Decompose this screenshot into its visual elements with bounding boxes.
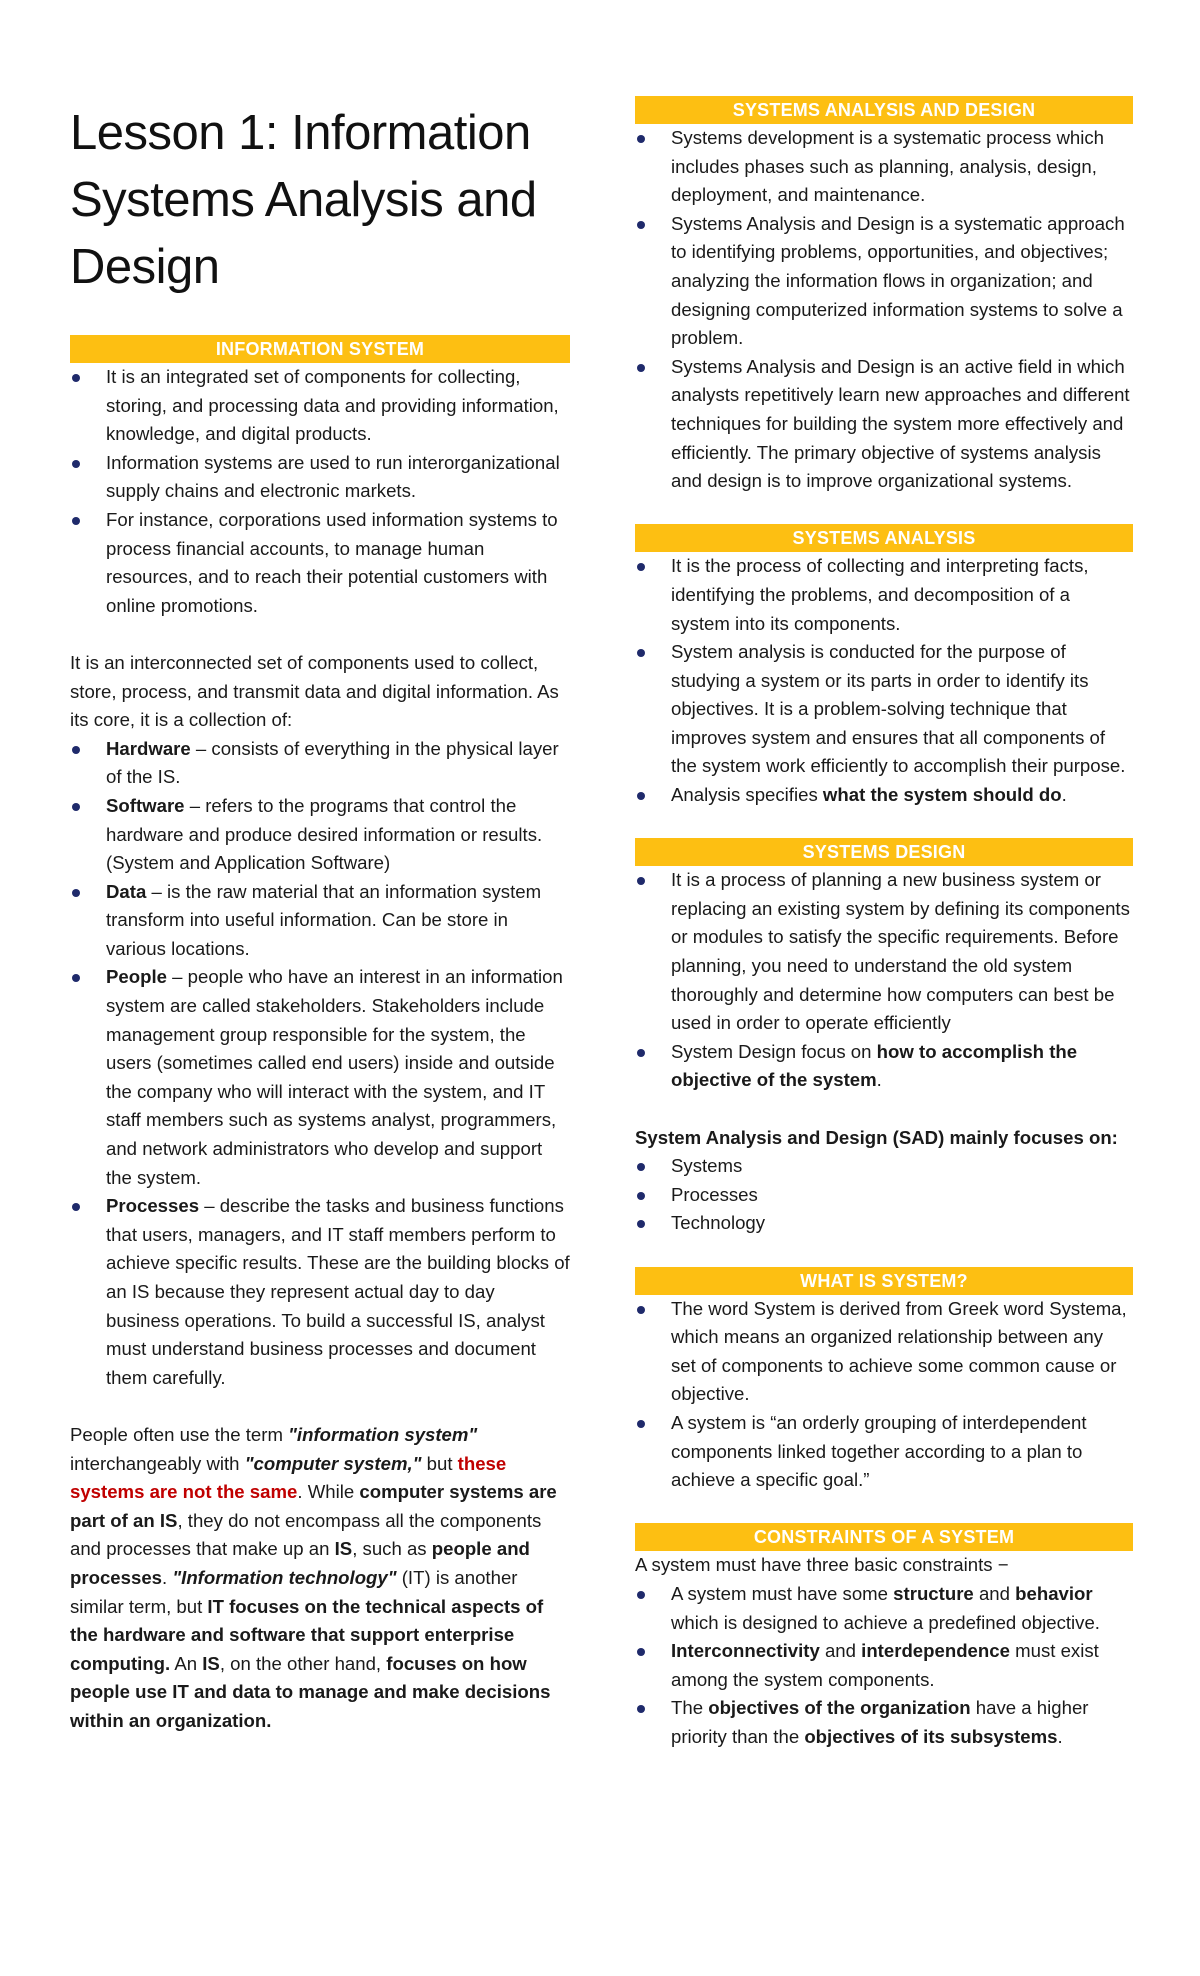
list-item-text: It is a process of planning a new business system or replacing an existing system by defining its components or modules to satisfy the specific requirements. Before planning, you need to understand the old system thoroughly and determine how computers can best be used in order to operate efficiently — [671, 869, 1130, 1034]
text-run: computer systems are part of an IS — [70, 1481, 557, 1531]
bullet-icon — [637, 221, 645, 229]
list-item — [635, 866, 1133, 1038]
bullet-icon — [637, 877, 645, 885]
list-item — [635, 1295, 1133, 1409]
text-run: objectives of its subsystems — [804, 1725, 1058, 1747]
bullet-icon — [637, 563, 645, 571]
list-item-text: Technology — [671, 1212, 766, 1234]
intro-paragraph: It is an interconnected set of components used to collect, store, process, and transmit data and digital information. As its core, it is a collection of: — [70, 651, 559, 731]
bullet-icon — [72, 889, 80, 897]
section-header-sad: SYSTEMS ANALYSIS AND DESIGN — [635, 96, 1133, 124]
list-item — [70, 363, 570, 449]
component-desc: – people who have an interest in an information system are called stakeholders. Stakeholders include management group responsible for the system, the users (sometimes called end users) inside and outside the company who will interact with the system, and IT staff members such as systems analyst, programmers, and network administrators who develop and support the system. — [106, 966, 563, 1188]
list-item-text: It is the process of collecting and interpreting facts, identifying the problems, and decomposition of a system into its components. — [671, 555, 1089, 634]
section-header-what-is-system: WHAT IS SYSTEM? — [635, 1267, 1133, 1295]
list-item — [635, 1694, 1133, 1751]
components-list — [70, 735, 570, 1393]
list-item — [635, 1038, 1133, 1095]
text-run: The — [671, 1697, 709, 1719]
bullet-icon — [72, 460, 80, 468]
text-run: and — [819, 1640, 862, 1662]
text-run: People often use the term — [70, 1423, 289, 1445]
list-item — [70, 735, 570, 792]
list-item — [70, 449, 570, 506]
component-desc: – is the raw material that an information system transform into useful information. Can be store in various locations. — [106, 880, 542, 959]
text-run: people and processes — [70, 1538, 530, 1588]
page-title — [70, 100, 570, 301]
section-header-information-system: INFORMATION SYSTEM — [70, 335, 570, 363]
title-rest: Information Systems Analysis and Design — [70, 106, 537, 294]
text-run: . — [1057, 1725, 1063, 1747]
list-item — [70, 792, 570, 878]
bullet-icon — [637, 1591, 645, 1599]
text-run: Analysis specifies — [671, 784, 823, 806]
bullet-icon — [637, 1420, 645, 1428]
list-item — [635, 210, 1133, 353]
text-run: "Information technology" — [172, 1566, 397, 1588]
bullet-icon — [72, 746, 80, 754]
bullet-icon — [72, 1203, 80, 1211]
component-desc: – consists of everything in the physical layer of the IS. — [106, 737, 559, 788]
list-item-text: Systems development is a systematic process which includes phases such as planning, analysis, design, deployment, and maintenance. — [671, 127, 1104, 206]
sad-focus-list — [635, 1152, 1133, 1238]
text-run: Interconnectivity — [671, 1640, 820, 1662]
bullet-icon — [637, 1220, 645, 1228]
text-run: focuses on how people use IT and data to manage and make decisions within an organization. — [70, 1652, 551, 1731]
component-term: Hardware — [106, 737, 191, 759]
list-item — [635, 1409, 1133, 1495]
text-run: objectives of the organization — [708, 1697, 971, 1719]
list-item — [70, 506, 570, 620]
text-run: , on the other hand, — [219, 1652, 387, 1674]
component-term: Data — [106, 880, 147, 902]
list-item-text: It is an integrated set of components for collecting, storing, and processing data and providing information, knowledge, and digital products. — [106, 366, 559, 445]
list-item — [635, 1209, 1133, 1238]
left-column — [70, 100, 570, 1736]
bullet-icon — [637, 649, 645, 657]
text-run: "computer system," — [244, 1452, 422, 1474]
bullet-icon — [637, 1192, 645, 1200]
text-run: and — [973, 1582, 1016, 1604]
component-desc: – refers to the programs that control the hardware and produce desired information or results. (System and Application Software) — [106, 794, 543, 874]
text-run: interdependence — [861, 1640, 1010, 1662]
text-run: IS — [202, 1652, 220, 1674]
component-term: Software — [106, 794, 185, 816]
sad-focus-heading: System Analysis and Design (SAD) mainly focuses on: — [635, 1126, 1118, 1148]
list-item-text: Systems — [671, 1155, 743, 1177]
list-item — [635, 638, 1133, 781]
bullet-icon — [637, 1049, 645, 1057]
text-run: IT focuses on the technical aspects of the hardware and software that support enterprise computing. — [70, 1595, 544, 1674]
list-item — [635, 1152, 1133, 1181]
comparison-paragraph — [70, 1421, 570, 1736]
constraints-list — [635, 1580, 1133, 1752]
text-run: A system must have some — [671, 1582, 894, 1604]
sad-list — [635, 124, 1133, 496]
text-run: . — [1061, 784, 1067, 806]
bullet-icon — [637, 1648, 645, 1656]
bullet-icon — [637, 364, 645, 372]
text-run: have a higher priority than the — [671, 1697, 1089, 1747]
title-lesson: Lesson 1: — [70, 106, 278, 160]
text-run: An — [170, 1652, 203, 1674]
list-item — [70, 963, 570, 1192]
text-run: "information system" — [288, 1423, 478, 1445]
list-item — [70, 1192, 570, 1392]
design-list — [635, 866, 1133, 1095]
list-item — [635, 552, 1133, 638]
bullet-icon — [72, 517, 80, 525]
information-system-list — [70, 363, 570, 620]
list-item-text: For instance, corporations used information systems to process financial accounts, to manage human resources, and to reach their potential customers with online promotions. — [106, 508, 558, 616]
list-item-text: The word System is derived from Greek word Systema, which means an organized relationship between any set of components to achieve some common cause or objective. — [671, 1297, 1127, 1405]
list-item-text: Processes — [671, 1183, 758, 1205]
component-desc: – describe the tasks and business functions that users, managers, and IT staff members perform to achieve specific results. These are the building blocks of an IS because they represent actual day to day business operations. To build a successful IS, analyst must understand business processes and document them carefully. — [106, 1195, 570, 1388]
text-run: IS — [334, 1538, 353, 1560]
list-item — [635, 1580, 1133, 1637]
text-run: , such as — [352, 1538, 432, 1560]
text-run: interchangeably with — [70, 1452, 245, 1474]
list-item-text: Systems Analysis and Design is an active field in which analysts repetitively learn new approaches and different techniques for building the system more effectively and efficiently. The primary objective of systems analysis and design is to improve organizational systems. — [671, 355, 1130, 492]
list-item — [70, 878, 570, 964]
text-run: . — [162, 1566, 173, 1588]
text-run: . While — [297, 1481, 360, 1503]
text-run: , they do not encompass all the components and processes that make up an — [70, 1509, 542, 1560]
bullet-icon — [637, 1705, 645, 1713]
section-header-systems-design: SYSTEMS DESIGN — [635, 838, 1133, 866]
text-run: what the system should do — [822, 784, 1062, 806]
text-run: these systems are not the same — [70, 1452, 507, 1503]
component-term: People — [106, 966, 167, 988]
bullet-icon — [72, 803, 80, 811]
text-run: behavior — [1015, 1582, 1093, 1604]
list-item — [635, 353, 1133, 496]
text-run: . — [876, 1069, 882, 1091]
analysis-list — [635, 552, 1133, 809]
what-is-system-list — [635, 1295, 1133, 1495]
bullet-icon — [637, 135, 645, 143]
component-term: Processes — [106, 1195, 200, 1217]
text-run: structure — [893, 1582, 974, 1604]
list-item-text: System analysis is conducted for the purpose of studying a system or its parts in order to identify its objectives. It is a problem-solving technique that improves system and ensures that all components of the system work efficiently to accomplish their purpose. — [671, 641, 1126, 777]
bullet-icon — [72, 974, 80, 982]
section-header-constraints: CONSTRAINTS OF A SYSTEM — [635, 1523, 1133, 1551]
text-run: which is designed to achieve a predefined objective. — [671, 1611, 1100, 1633]
text-run: System Design focus on — [671, 1040, 877, 1062]
right-column — [635, 96, 1133, 1751]
list-item-text: Systems Analysis and Design is a systematic approach to identifying problems, opportunities, and objectives; analyzing the information flows in organization; and designing computerized information systems to solve a problem. — [671, 212, 1125, 349]
text-run: must exist among the system components. — [671, 1640, 1099, 1690]
list-item — [635, 1181, 1133, 1210]
bullet-icon — [637, 792, 645, 800]
list-item — [635, 1637, 1133, 1694]
section-header-systems-analysis: SYSTEMS ANALYSIS — [635, 524, 1133, 552]
constraints-intro: A system must have three basic constraints − — [635, 1554, 1009, 1576]
bullet-icon — [72, 374, 80, 382]
text-run: but — [421, 1452, 458, 1474]
list-item — [635, 124, 1133, 210]
list-item — [635, 781, 1133, 810]
list-item-text: A system is “an orderly grouping of interdependent components linked together according to a plan to achieve a specific goal.” — [671, 1411, 1087, 1491]
text-run: how to accomplish the objective of the system — [671, 1040, 1078, 1091]
bullet-icon — [637, 1163, 645, 1171]
text-run: (IT) is another similar term, but — [70, 1566, 518, 1617]
bullet-icon — [637, 1306, 645, 1314]
list-item-text: Information systems are used to run interorganizational supply chains and electronic markets. — [106, 451, 560, 502]
